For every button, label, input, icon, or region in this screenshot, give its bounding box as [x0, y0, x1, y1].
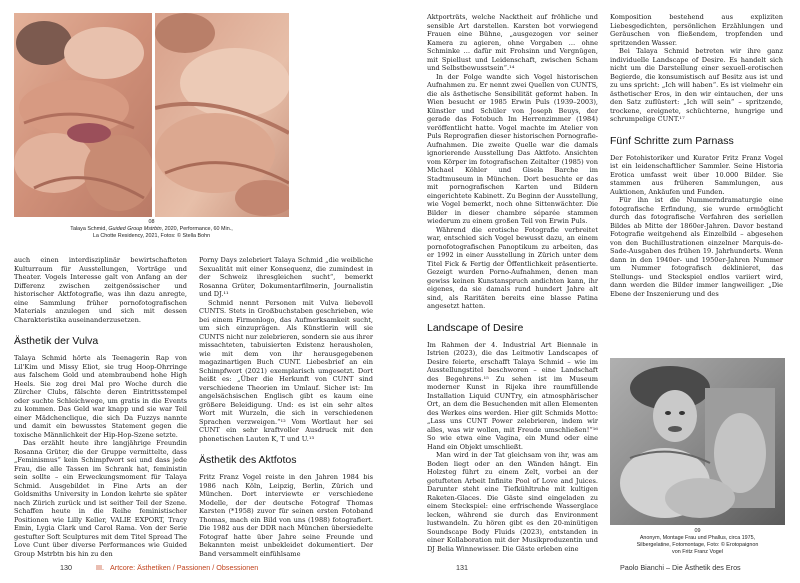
- figure-09-caption-line3: von Fritz Franz Vogel: [672, 549, 723, 555]
- paragraph: Man wird in der Tat gleichsam von ihr, was am Boden liegt oder an den Wänden hängt. Ein Holzsteg führt zu einem Zelt, vorbei an der getufteten Arbeit Infinite Pool of Love and Juices. Darunter steht eine Tiefkühltruhe mit kultigen Raketen-Glaces. Die Gäste sind eingeladen zu einem Steckspiel: eine erfrischende Wasserglace lecken, während sie durch das Environment lustwandeln. Zu hören gibt es den 20-minütigen Soundscape Body Fluids (2023), entstanden in einer Kollaboration mit der Musikproduzentin und DJ Belia Winnewisser. Die Gäste erleben eine: [427, 451, 598, 553]
- right-column-2: [610, 13, 783, 298]
- paragraph: Während die erotische Fotografie verbreitet war, entschied sich Vogel bewusst dazu, an einem pornofotografischen Panoptikum zu arbeiten, das er 1992 in einer Ausstellung in Zürich unter dem Titel Fick & Fertig der Öffentlichkeit präsentierte. Gezeigt wurden Porno-Aufnahmen, denen man gewiss keinen Kunstanspruch andichten kann, ihr eigenes, da sie damals rund hundert Jahre alt sind, als Raritäten bereits eine blasse Patina angesetzt hatten.: [427, 225, 598, 310]
- paragraph: Porny Days zelebriert Talaya Schmid „die weibliche Sexualität mit einer Konsequenz, die zumindest in der Schweiz ihresgleichen sucht“, bemerkt Rosanna Grüter, Dokumentarfilmerin, Journalistin und DJ.¹¹: [199, 256, 373, 298]
- page-number: 130: [60, 563, 72, 572]
- figure-08-caption-line1-start: Talaya Schmid,: [70, 226, 109, 232]
- hands-photo-right-image: [155, 13, 289, 217]
- right-page-footer: [456, 563, 468, 572]
- chapter-title: Artcore: Ästhetiken / Passionen / Obsessionen: [110, 563, 259, 572]
- paragraph: Schmid nennt Personen mit Vulva liebevoll CUNTS. Stets in Großbuchstaben geschrieben, wie bei einem Firmenlogo, das Aufmerksamkeit sucht, um sich einzuprägen. Als Künstlerin will sie CUNTS nicht nur zelebrieren, sondern sie aus ihrer missachteten, tabuisierten Existenz herausholen, wie mit dem von ihr herausgegebenen magazinartigen Buch CUNT. Liebesbrief an ein Schimpfwort (2021) exemplarisch umgesetzt. Dort heißt es: „Über die Herkunft von CUNT sind verschiedene Theorien im Umlauf. Sicher ist: Im angelsächsischen Englisch gibt es kaum eine größere Beleidigung. Und: es ist ein sehr altes Wort mit Wurzeln, die sich in verschiedenen Sprachen verzweigen.“¹² Vom Wortlaut her sei CUNT ein sehr kraftvoller Ausdruck mit den phonetischen Lauten K, T und U.¹³: [199, 298, 373, 443]
- figure-08-number: 08: [148, 219, 155, 225]
- paragraph: Für ihn ist die Nummerndramaturgie eine fotografische Erfindung, sie wurde ermöglicht durch das fotografische Verfahren des seriellen Bildes ab Mitte der 1860er-Jahren. Davor bestand Fotografie weitgehend als Einzelbild – abgesehen von den Buchillustrationen einzelner Marquis-de-Sade-Ausgaben des frühen 19. Jahrhunderts. Wenn dann in den 1940er- und 1950er-Jahren Nummer um Nummer fotografisch deklinieret, das Stellungs- und Steckspiel endlos variiert wird, dann werden die Bilder immer langweiliger. „Die Ebene der Inszenierung und des: [610, 196, 783, 298]
- page-number: 131: [456, 563, 468, 572]
- figure-08-photo-right: [155, 13, 289, 217]
- hands-photo-left-image: [14, 13, 152, 217]
- running-head-text: Paolo Bianchi – Die Ästhetik des Eros: [620, 563, 741, 572]
- figure-09-caption-line1: Anonym, Montage Frau und Phallus, circa 1975,: [639, 535, 756, 541]
- montage-photo-image: [610, 358, 785, 525]
- paragraph: Fritz Franz Vogel reiste in den Jahren 1984 bis 1986 nach Köln, Leipzig, Berlin, Zürich und München. Dort interviewte er verschiedene Modelle, der der deutsche Fotograf Thomas Karsten (*1958) zuvor für seinen ersten Fotoband Thomas, mach ein Bild von uns (1988) fotografiert. Die 1982 aus der DDR nach München übersiedelte Fotograf hatte über Jahre seine Freunde und Bekannten meist unbekleidet dokumentiert. Der Band versammelt einfühlsame: [199, 473, 373, 558]
- paragraph: auch einen interdisziplinär bewirtschafteten Kulturraum für Ausstellungen, Vorträge und Theater. Vogels Interesse galt von Anfang an der Differenz zwischen zeitgenössischer und historischer Aktfotografie, was ihn dazu anregte, eine Sammlung früher pornofotografischen Materials anzulegen und sich mit dessen Charakteristika auseinanderzusetzen.: [14, 256, 187, 324]
- paragraph: Komposition bestehend aus expliziten Liebesgedichten, persönlichen Erzählungen und Geräuschen von fließendem, tropfenden und spritzenden Wasser.: [610, 13, 783, 47]
- left-page-footer: [60, 563, 258, 572]
- figure-08-caption-line1-rest: , 2020, Performance, 60 Min.,: [161, 226, 233, 232]
- paragraph: In der Folge wandte sich Vogel historischen Aufnahmen zu. Er nennt zwei Quellen von CUNTS, die als ästhetische Sensibilität geformt haben. In Wien besucht er 1985 Erwin Puls (1939–2003), Künstler und Schüler von Joseph Beuys, der gerade das Fotobuch Im Herrenzimmer (1984) veröffentlicht hatte. Vogel machte im Atelier von Puls Reprografien dieser historischen Pornografie-Aufnahmen. Die zweite Quelle war die damals ignorierende Ausstellung Das Aktfoto. Ansichten vom Körper im fotografischen Zeitalter (1985) von Michael Köhler und Gisela Barche im Stadtmuseum in München. Dort besuchte er das mit pornografischen Karten und Bildern eingerichtete Kabinett. Zu Beginn der Ausstellung, wie Vogel bemerkt, noch ohne Sittenwächter. Die Bilder in dieser chambre séparée stammen wiederum zu einem großen Teil von Erwin Puls.: [427, 72, 598, 225]
- left-column-2: [199, 256, 373, 558]
- section-heading-fuenf-schritte: Fünf Schritte zum Parnass: [610, 134, 734, 147]
- left-column-1: [14, 256, 187, 558]
- figure-08-photo-left: [14, 13, 152, 217]
- paragraph: Talaya Schmid hörte als Teenagerin Rap von Lil'Kim und Missy Eliot, sie trug Hoop-Ohrringe aus falschem Gold und atembraubend hohe High Heels. Sie zog drei Mal pro Woche durch die Zürcher Clubs, fälschte deren Eintrittsstempel oder suchte Schleichwege, um gratis in die Events zu kommen. Das Geld war knapp und sie war Teil einer Mädchenclique, die sich Da Fuzzys nannte und damit ein bewusstes Statement gegen die toxische Männlichkeit der Hip-Hop-Szene setzte.: [14, 354, 187, 439]
- section-heading-landscape-of-desire: Landscape of Desire: [427, 321, 524, 334]
- figure-09-caption: [610, 528, 785, 556]
- section-heading-aesthetik-der-vulva: Ästhetik der Vulva: [14, 335, 99, 347]
- right-page: [400, 0, 800, 583]
- paragraph: Der Fotohistoriker und Kurator Fritz Franz Vogel ist ein leidenschaftlicher Sammler. Seine Historia Erotica umfasst weit über 10.000 Bilder. Sie stammen aus früheren Sammlungen, aus Auktionen, Ankäufen und Funden.: [610, 153, 783, 196]
- paragraph: Das erzählt heute ihre langjährige Freundin Rosanna Grüter, die der Gruppe vermittelte, dass „Feminismus“ kein Schimpfwort sei und dass jede Frau, die alle Tassen im Schrank hat, feministin sein sollte – ein Erweckungsmoment für Talaya Schmid. Ausgebildet in Fine Arts an der Goldsmiths University in London kehrte sie später nach Zürich zurück und ist seither Teil der Szene. Schaffen heute in die Reihe feministischer Positionen wie Lilly Keller, VALIE EXPORT, Tracy Emin, Lygia Clark und Carol Rama. Von der Serie gestufter Soft Sculptures mit dem Titel Spread The Love Cunt über diverse Performances wie Guided Group Mstrbtn bis hin zu den: [14, 439, 187, 558]
- figure-08-caption: [14, 219, 289, 240]
- figure-09-caption-line2: Silbergelatine, Fotomontage, Foto: © Erotopaignon: [636, 542, 759, 548]
- figure-08-caption-title: Guided Group Mstrbtn: [108, 226, 162, 232]
- paragraph: Bei Talaya Schmid betreten wir ihre ganz individuelle Landscape of Desire. Es handelt sich nicht um die Darstellung einer sexuell-erotischen Begierde, die konsumistisch auf Besitz aus ist und zu uns spricht: „Ich will haben“. Es ist vielmehr ein ästhetischer Eros, in den wir eintauchen, der uns den Satz zuflüstert: „Ich will sein“ – spritzende, trockene, ereignete, schüchterne, hungrige und schrumpelige CUNT.¹⁷: [610, 47, 783, 123]
- figure-09-photo: [610, 358, 785, 525]
- section-number: III.: [96, 563, 104, 572]
- running-head: [620, 563, 741, 572]
- paragraph: Aktporträts, welche Nacktheit auf fröhliche und sensible Art darstellen. Karsten bot vorwiegend Frauen eine Bühne, „ausgezogen vor seiner Kamera zu agieren, ohne Vorgaben … ohne Schminke … dafür mit Frohsinn und Vergnügen, mit Spiellust und Leidenschaft, zwischen Scham und Selbstbewusstsein“.¹⁴: [427, 13, 598, 72]
- paragraph: Im Rahmen der 4. Industrial Art Biennale in Istrien (2023), die das Leitmotiv Landscapes of Desire feierte, erschafft Talaya Schmid – wie im Ausstellungstitel beschworen – eine Landschaft des Begehrens.¹⁵ Zu sehen ist im Museum moderner Kunst in Rijeka ihre raumfüllende Installation Liquid CUNTry, ein atmosphärischer Ort, an dem die Besuchenden mit allen Elementen des Werkes eins werden. Hier gilt Schmids Motto: „Lass uns CUNT Power zelebrieren, indem wir alles, was wir wollen, mit Freude umschließen!“¹⁶ So wie etwa eine Vagina, ein Mund oder eine Hand ein Objekt umschließt.: [427, 340, 598, 451]
- figure-08-caption-line2: La Chotte Residency, 2021, Fotos: © Stella Bohn: [92, 233, 211, 239]
- section-heading-aesthetik-des-aktfotos: Ästhetik des Aktfotos: [199, 454, 297, 466]
- right-column-1: [427, 13, 598, 553]
- figure-09-number: 09: [694, 528, 701, 534]
